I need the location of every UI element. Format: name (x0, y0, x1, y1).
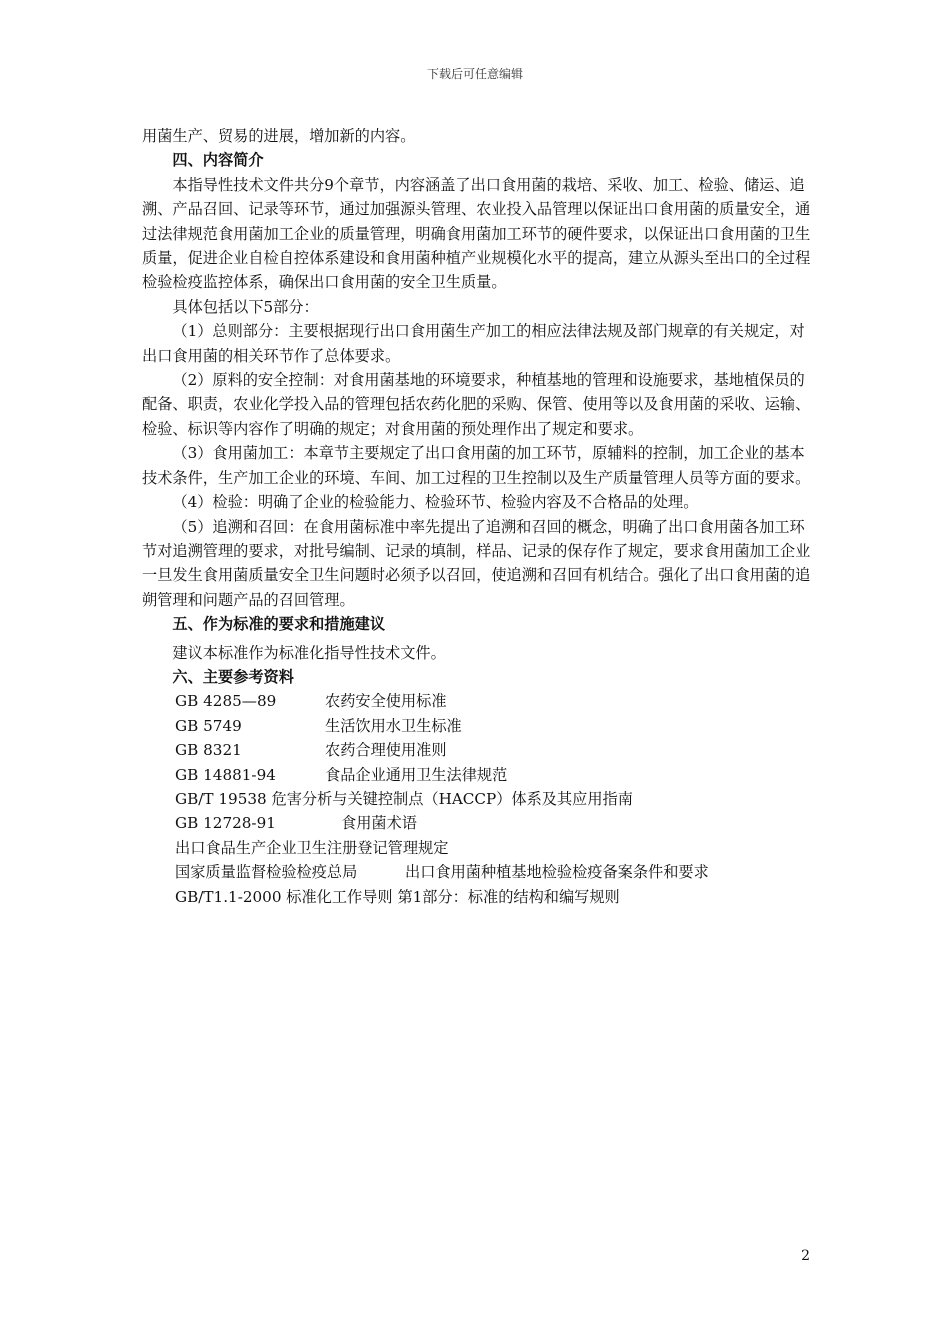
reference-title: 食品企业通用卫生法律规范 (325, 765, 508, 784)
list-item-traceability: （5）追溯和召回：在食用菌标准中率先提出了追溯和召回的概念，明确了出口食用菌各加工环节对追溯管理的要求，对批号编制、记录的填制，样品、记录的保存作了规定，要求食用菌加工企业一旦发生食用菌质量安全卫生问题时必须予以召回，使追溯和召回有机结合。强化了出口食用菌的追朔管理和问题产品的召回管理。 (142, 517, 811, 609)
reference-item (175, 860, 812, 884)
section-heading-4: 四、内容简介 (172, 151, 264, 170)
reference-item (175, 836, 812, 860)
paragraph-recommendation: 建议本标准作为标准化指导性技术文件。 (172, 643, 446, 662)
document-body (142, 124, 812, 909)
paragraph-continuation: 用菌生产、贸易的进展，增加新的内容。 (142, 127, 416, 145)
reference-title: 农药安全使用标准 (325, 692, 447, 711)
section-heading-6: 六、主要参考资料 (172, 667, 294, 686)
reference-code: GB 4285—89 (175, 692, 277, 711)
paragraph-parts-intro: 具体包括以下5部分： (172, 297, 319, 316)
reference-code: 国家质量监督检验检疫总局 (175, 863, 358, 882)
reference-item (175, 811, 812, 835)
list-item-general: （1）总则部分：主要根据现行出口食用菌生产加工的相应法律法规及部门规章的有关规定，对出口食用菌的相关环节作了总体要求。 (142, 322, 805, 365)
page-number: 2 (801, 1248, 810, 1264)
reference-code: GB 8321 (175, 741, 242, 760)
reference-item (175, 763, 812, 787)
reference-code: GB 5749 (175, 716, 242, 735)
reference-title: 食用菌术语 (341, 814, 417, 833)
reference-item (175, 885, 812, 909)
reference-title: GB/T 19538 危害分析与关键控制点（HACCP）体系及其应用指南 (175, 789, 633, 808)
page-header: 下载后可任意编辑 (426, 67, 523, 81)
section-heading-5: 五、作为标准的要求和措施建议 (172, 615, 386, 634)
reference-title: 出口食用菌种植基地检验检疫备案条件和要求 (405, 863, 709, 882)
list-item-raw-material: （2）原料的安全控制：对食用菌基地的环境要求，种植基地的管理和设施要求，基地植保员的配备、职责，农业化学投入品的管理包括农药化肥的采购、保管、使用等以及食用菌的采收、运输、检验、标识等内容作了明确的规定；对食用菌的预处理作出了规定和要求。 (142, 371, 811, 438)
reference-item (175, 738, 812, 762)
reference-title: 出口食品生产企业卫生注册登记管理规定 (175, 838, 449, 857)
paragraph-overview: 本指导性技术文件共分9个章节，内容涵盖了出口食用菌的栽培、采收、加工、检验、储运、追溯、产品召回、记录等环节，通过加强源头管理、农业投入品管理以保证出口食用菌的质量安全，通过法律规范食用菌加工企业的质量管理，明确食用菌加工环节的硬件要求，以保证出口食用菌的卫生质量，促进企业自检自控体系建设和食用菌种植产业规模化水平的提高，建立从源头至出口的全过程检验检疫监控体系，确保出口食用菌的安全卫生质量。 (142, 175, 811, 292)
reference-item (175, 787, 812, 811)
reference-title: 农药合理使用准则 (325, 741, 447, 760)
reference-item (175, 689, 812, 713)
list-item-processing: （3）食用菌加工：本章节主要规定了出口食用菌的加工环节，原辅料的控制，加工企业的基本技术条件，生产加工企业的环境、车间、加工过程的卫生控制以及生产质量管理人员等方面的要求。 (142, 444, 811, 487)
reference-title: 生活饮用水卫生标准 (325, 716, 462, 735)
list-item-inspection: （4）检验：明确了企业的检验能力、检验环节、检验内容及不合格品的处理。 (172, 493, 699, 512)
reference-title: GB/T1.1-2000 标准化工作导则 第1部分：标准的结构和编写规则 (175, 887, 620, 906)
reference-item (175, 714, 812, 738)
reference-code: GB 14881-94 (175, 765, 276, 784)
reference-list (142, 689, 812, 909)
reference-code: GB 12728-91 (175, 814, 276, 833)
